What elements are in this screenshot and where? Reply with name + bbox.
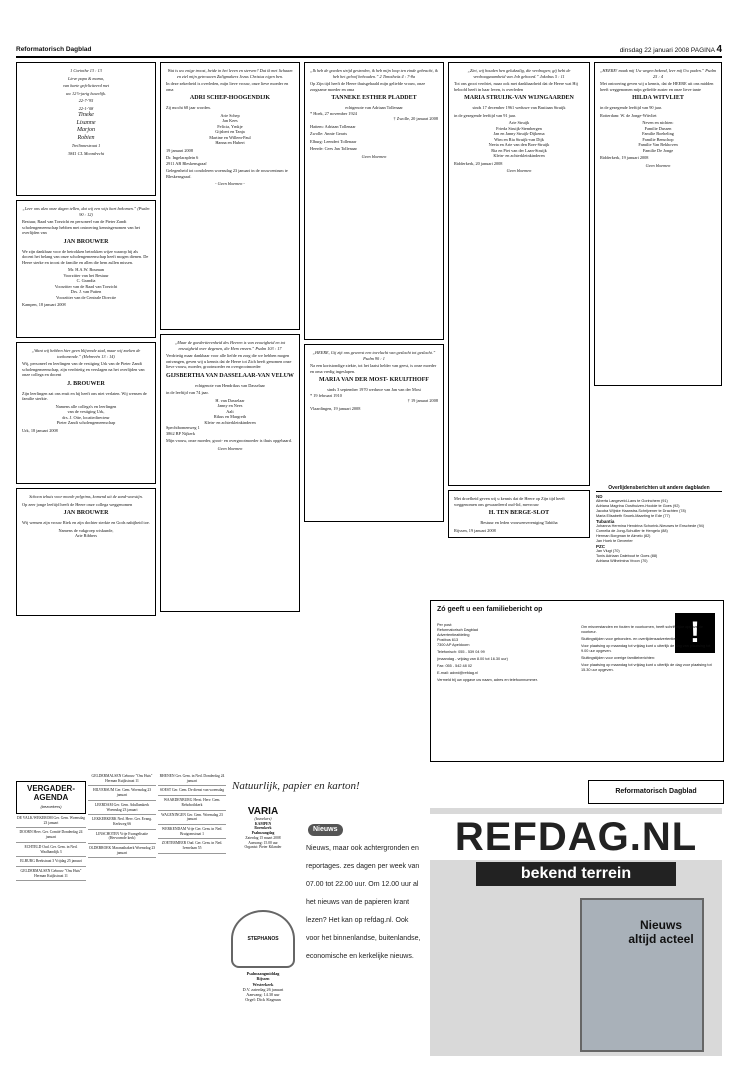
nieuws-ad: Nieuws Nieuws, maar ook achtergronden en reportages. zes dagen per week van 07.00 tot 22.00 uur. Om 12.00 uur al het nieuws van de papieren krant lezen? Het kan op refdag.nl. Ook voor het binnenlandse, buitenlandse, economische en kerkelijke nieuws. [306,826,421,960]
meeting-agenda: VERGADER-AGENDA (bezoekers) DE VALK/WEKEROM Ger. Gem. Woensdag 23 januari DOORN Herv. Ger. Comité Donderdag 24 januari ECHTELD Oud. Ger. Gem. in Ned. Waalbandijk 3 ELBURG Beekstraat 3 Vrijdag 25 januari GELDERMALSEN Gebouw "Ons Huis" Herman Kuijkstraat 11 [16,781,86,881]
page-header [16,44,722,58]
obituary-adri-schep: Wat is uw enige troost, beide in het leven en sterven? Dat ik met lichaam en ziel mijn getrouwen Zaligmakers Jezus Christus eigen ben. In deze zekerheid is overleden, mijn lieve vrouw, onze lieve moeder en oma ADRI SCHEP-HOOGENDIJK Zij mocht 68 jaar worden. Arie Schep Jan Kees Felicia, Ymkje Gijsbert en Tanja Martine en Willem-Paul Hanna en Hubert 19 januari 2008 Dr. Ingelaraplein 6 2911 AB Bleskensgraaf Gelegenheid tot condoleren woensdag 23 januari in de rouwcentrum te Bleskensgraaf. - Geen bloemen - [160,62,300,330]
obituary-tanneke-pladdet: „Ik heb de goeden strijd gestreden, ik heb mijn loop ten einde gebracht, ik heb het geloof behouden.” 2 Timotheüs 4 : 7-8a Op Zijn tijd heeft de Heere thuisgehaald mijn geliefde vrouw, onze zorgzame moeder en oma TANNEKE ESTHER PLADDET echtgenote van Adriaan Tollenaar * Hoek, 27 november 1924 † Zwolle, 20 januari 2008 Hattem: Adriaan Tollenaar Zwolle: Annie Gearts Elburg: Leendert Tollenaar Heerde: Cees Jan Tollenaar Geen bloemen [304,62,444,340]
stephanos-crest: STEPHANOS [231,910,295,968]
date-page: dinsdag 22 januari 2008 PAGINA 4 [619,44,722,55]
column-1 [16,62,156,620]
obituary-gijsbertha-van-dasselaar: „Maar de goedertierenheid des Heeren is van eeuwigheid en tot eeuwigheid over degenen, die Hem vrezen.” Psalm 103 : 17 Verdrietig maar dankbaar voor alle liefde en zorg die we hebben mogen ontvangen, geven wij u kennis dat de Heere tot Zich heeft genomen onze lieve vrouw, moeder, grootmoeder en overgrootmoeder GIJSBERTHA VAN DASSELAAR-VAN VELUW echtgenote van Hendrikus van Dasselaar in de leeftijd van 74 jaar. H. van Dasselaar Janny en Nees Aalt Rikus en Margreth Klein- en achterkleinkinderen Spechtbomenweg 1 3862 BP Nijkerk Mijn vrouw, onze moeder, groot- en overgrootmoeder is thuis opgebaard. Geen bloemen [160,334,300,612]
varia-box: VARIA (bezoekers) KAMPEN Bovenkerk Psalmzangdag Zaterdag 15 maart 2008 Aanvang: 15.00 uur Organist: Pieter Kilander [244,806,282,850]
anniversary-card: 1 Corinthe 13 : 13 Lieve papa & mama, van harte gefeliciteerd met uw 12½-jarig huwelijk. 22-7-'95 22-1-'08 Tineke Lisanne Marjon Robien Treilinnestraat 1 3841 CL Moordrecht [16,62,156,196]
obituary-h-ten-berge-slot: Met droefheid geven wij u kennis dat de Heere op Zijn tijd heeft weggenomen ons gewaardeerd oud-lid, mevrouw H. TEN BERGE-SLOT Bestuur en leden vrouwenvereniging Tabitha Rijssen, 19 januari 2008 [448,490,590,538]
other-papers-overview: Overlijdensberichten uit andere dagbladen ND Alberta Langeveld-Lans te Gorinchem (91) Adriana Magrina Oosthuizen-Hoolde te Goes (92) Jacoba Wijnke Haanstra-Schrijvener te Drachten (78) Maria Elisabeth Snoek-Maarting te Ede (77) Tubantia Johanna Hermina Hendrina Schorink-Nieuwes te Enschede (94) Cornelia de Jong-Schuiller te Hengelo (88) Herman Borgman te Almelo (82) Jan Hoek te Deventer PZC Jan Vlugt (70) Tonis Adriaan Dalebout te Goes (88) Adriana Wilhelmina Vroon (70) [596,486,722,564]
exclamation-icon: ! [675,613,715,653]
stephanos-ad: STEPHANOS Psalmzangmiddag Rijssen Westerkerk D.V. zaterdag 26 januari Aanvang: 14.30 uur Orgel: Dick Slagman [226,910,300,1050]
nieuws-altijd-acteel: Nieuws altijd acteel [628,918,694,946]
nieuws-bubble: Nieuws [308,824,343,836]
obituary-j-brouwer-2: „Want wij hebben hier geen blijvende stad, maar wij zoeken de toekomende.” (Hebreeën 13 : 14) Wij, personeel en leerlingen van de vestiging Urk van de Pieter Zandt scholengemeenschap, zijn verdrietig en verslagen na het overlijden van onze collega en docent J. BROUWER Zijn leerlingen zat ons eruit en hij heeft ons niet verlaten. Wij wensen de familie sterkte. Namens alle collega's en leerlingen van de vestiging Urk, drs. J. Otte, locatiedirecteur Pieter Zandt scholengemeenschap Urk, 18 januari 2008 [16,342,156,484]
refdag-brand: Reformatorisch Dagblad [588,780,724,804]
place-notice-box: Zó geeft u een familiebericht op ! Per post: Reformatorisch Dagblad Advertentieafdeling Postbus 613 7300 AP Apeldoorn Telefonisch: 055 - 539 04 99 (maandag - vrijdag van 8.00 tot 16.30 uur) Fax: 055 - 542 48 02 E-mail: advrd@refdag.nl Vermeld bij uw opgave uw naam, adres en telefoonnummer. Om misverstanden en fouten te voorkomen, heeft schriftelijke opgave de voorkeur. Sluitingstijden voor gebonden- en overlijdensadvertenties: Voor plaatsing op maandag tot vrijdag kunt u uiterlijk de dag van plaatsing tot 9.00 uur opgeven. Sluitingstijden voor overige familieberichten: Voor plaatsing op maandag tot vrijdag kunt u uiterlijk de dag voor plaatsing tot 15.30 uur opgeven. [430,600,724,762]
agenda-logo: VERGADER-AGENDA (bezoekers) [16,781,86,814]
bekend-terrein-banner: bekend terrein [476,862,676,886]
paper-name: Reformatorisch Dagblad [16,46,92,53]
column-5 [594,62,722,390]
refdag-sign: REFDAG.NL [430,814,722,860]
obituary-jan-brouwer-3: Schoon tehuis voor moede pelgrims, komend uit de zand-woestijn. Op zeer jonge leeftijd heeft de Heere onze collega weggenomen JAN BROUWER Wij wensen zijn vrouw Riek en zijn dochter sterkte en Gods nabijheid toe. Namens de vakgroep wiskunde, Arie Ribbers [16,488,156,616]
agenda-column-3: RHENEN Ger. Gem. in Ned. Donderdag 24 januari SOEST Ger. Gem. De dienst van woensdag WAARDENBURG Herst. Herv. Gem. Rehobothkerk WAGENINGEN Ger. Gem. Woensdag 23 januari WERKENDAM Vrije Ger. Gem. in Ned. Bruigomstraat 1 ZOETERMEER Oud. Ger. Gem. in Ned. Ivenelaan 55 [158,772,226,854]
column-3 [304,62,444,526]
paper-slogan: Natuurlijk, papier en karton! [232,780,360,792]
obituary-jan-brouwer-1: „Leer ons alzo onze dagen tellen, dat wij een wijs hart bekomen.” (Psalm 90 : 12) Bestuur, Raad van Toezicht en personeel van de Pieter Zandt scholengemeenschap hebben met ontroering kennisgenomen van het overlijden van JAN BROUWER We zijn dankbaar voor de betrokken betrokken wijze waarop hij als docent het belang van onze scholengemeenschap heeft mogen dienen. De Heere sterke en troost de familie en allen die hem zullen missen. Mr. H.A.W. Bouman Voorzitter van het Bestuur C. Grandia Voorzitter van de Raad van Toezicht Drs. J. van Putten Voorzitter van de Centrale Directie Kampen, 18 januari 2008 [16,200,156,338]
column-2 [160,62,300,616]
obituary-hilda-witvliet: „HEERE! maak mij Uw wegen bekend, leer mij Uw paden.” Psalm 25 : 4 Met ontroering geven wij u kennis, dat de HEERE uit ons midden heeft weggenomen mijn geliefde zuster en onze lieve tante HILDA WITVLIET in de gezegende leeftijd van 90 jaar. Rotterdam: W. de Jonge-Witvliet Neven en nichten: Familie Dussen Familie Boeheling Familie Benschop Familie Van Bekhoven Familie De Jonge Ridderkerk, 19 januari 2008 Geen bloemen [594,62,722,386]
obituary-maria-struijk: „Ziet, wij houden hen gelukzalig, die verdragen; gij hebt de verdraagzaamheid van Job gehoord.” Jakobus 5 : 11 Tot ons groot verdriet, maar ook met dankbaarheid dat de Heere wat Hij beloofd heeft in haar leven, is overleden MARIA STRUIJK-VAN WIJNGAARDEN sinds 17 december 1961 weduwe van Bastiaan Struijk in de gezegende leeftijd van 91 jaar. Arie Struijk Frieda Struijk-Stembergen Jan en Janny Struijk-Dijkema Wim en Ria Struijk-van Dijk Neeia en Arie van den Boer-Struijk Ria en Piet van der Laan-Struijk Klein- en achterkleinkinderen Ridderkerk, 20 januari 2008 Geen bloemen [448,62,590,486]
obituary-maria-van-der-most: „HEERE, Gij zijt ons geweest een toevlucht van geslacht tot geslacht.” Psalm 90 : 1 Na een kortstondige ziekte, tot het laatst helder van geest, is onze moeder en oma vredig ingeslapen. MARIA VAN DER MOST- KRUIJTHOFF sinds 3 september 1970 weduwe van Jan van der Most * 19 februari 1910 † 19 januari 2008 Vlaardingen, 19 januari 2008 [304,344,444,522]
refdag-photo-ad [430,808,722,1056]
column-4 [448,62,590,542]
agenda-column-2: GELDERMALSEN Gebouw "Ons Huis" Herman Kuijkstraat 11 HILVERSUM Ger. Gem. Woensdag 23 januari LEERDAM Ger. Gem. Adullamkerk Woensdag 23 januari LEKKERKERK Ned. Herv. Ger. Evang. Kerkweg 66 LINSCHOTEN Vrije Evangelisatie (Hervormde kerk) OLDEBROEK Maranathakerk Woensdag 23 januari [88,772,156,858]
